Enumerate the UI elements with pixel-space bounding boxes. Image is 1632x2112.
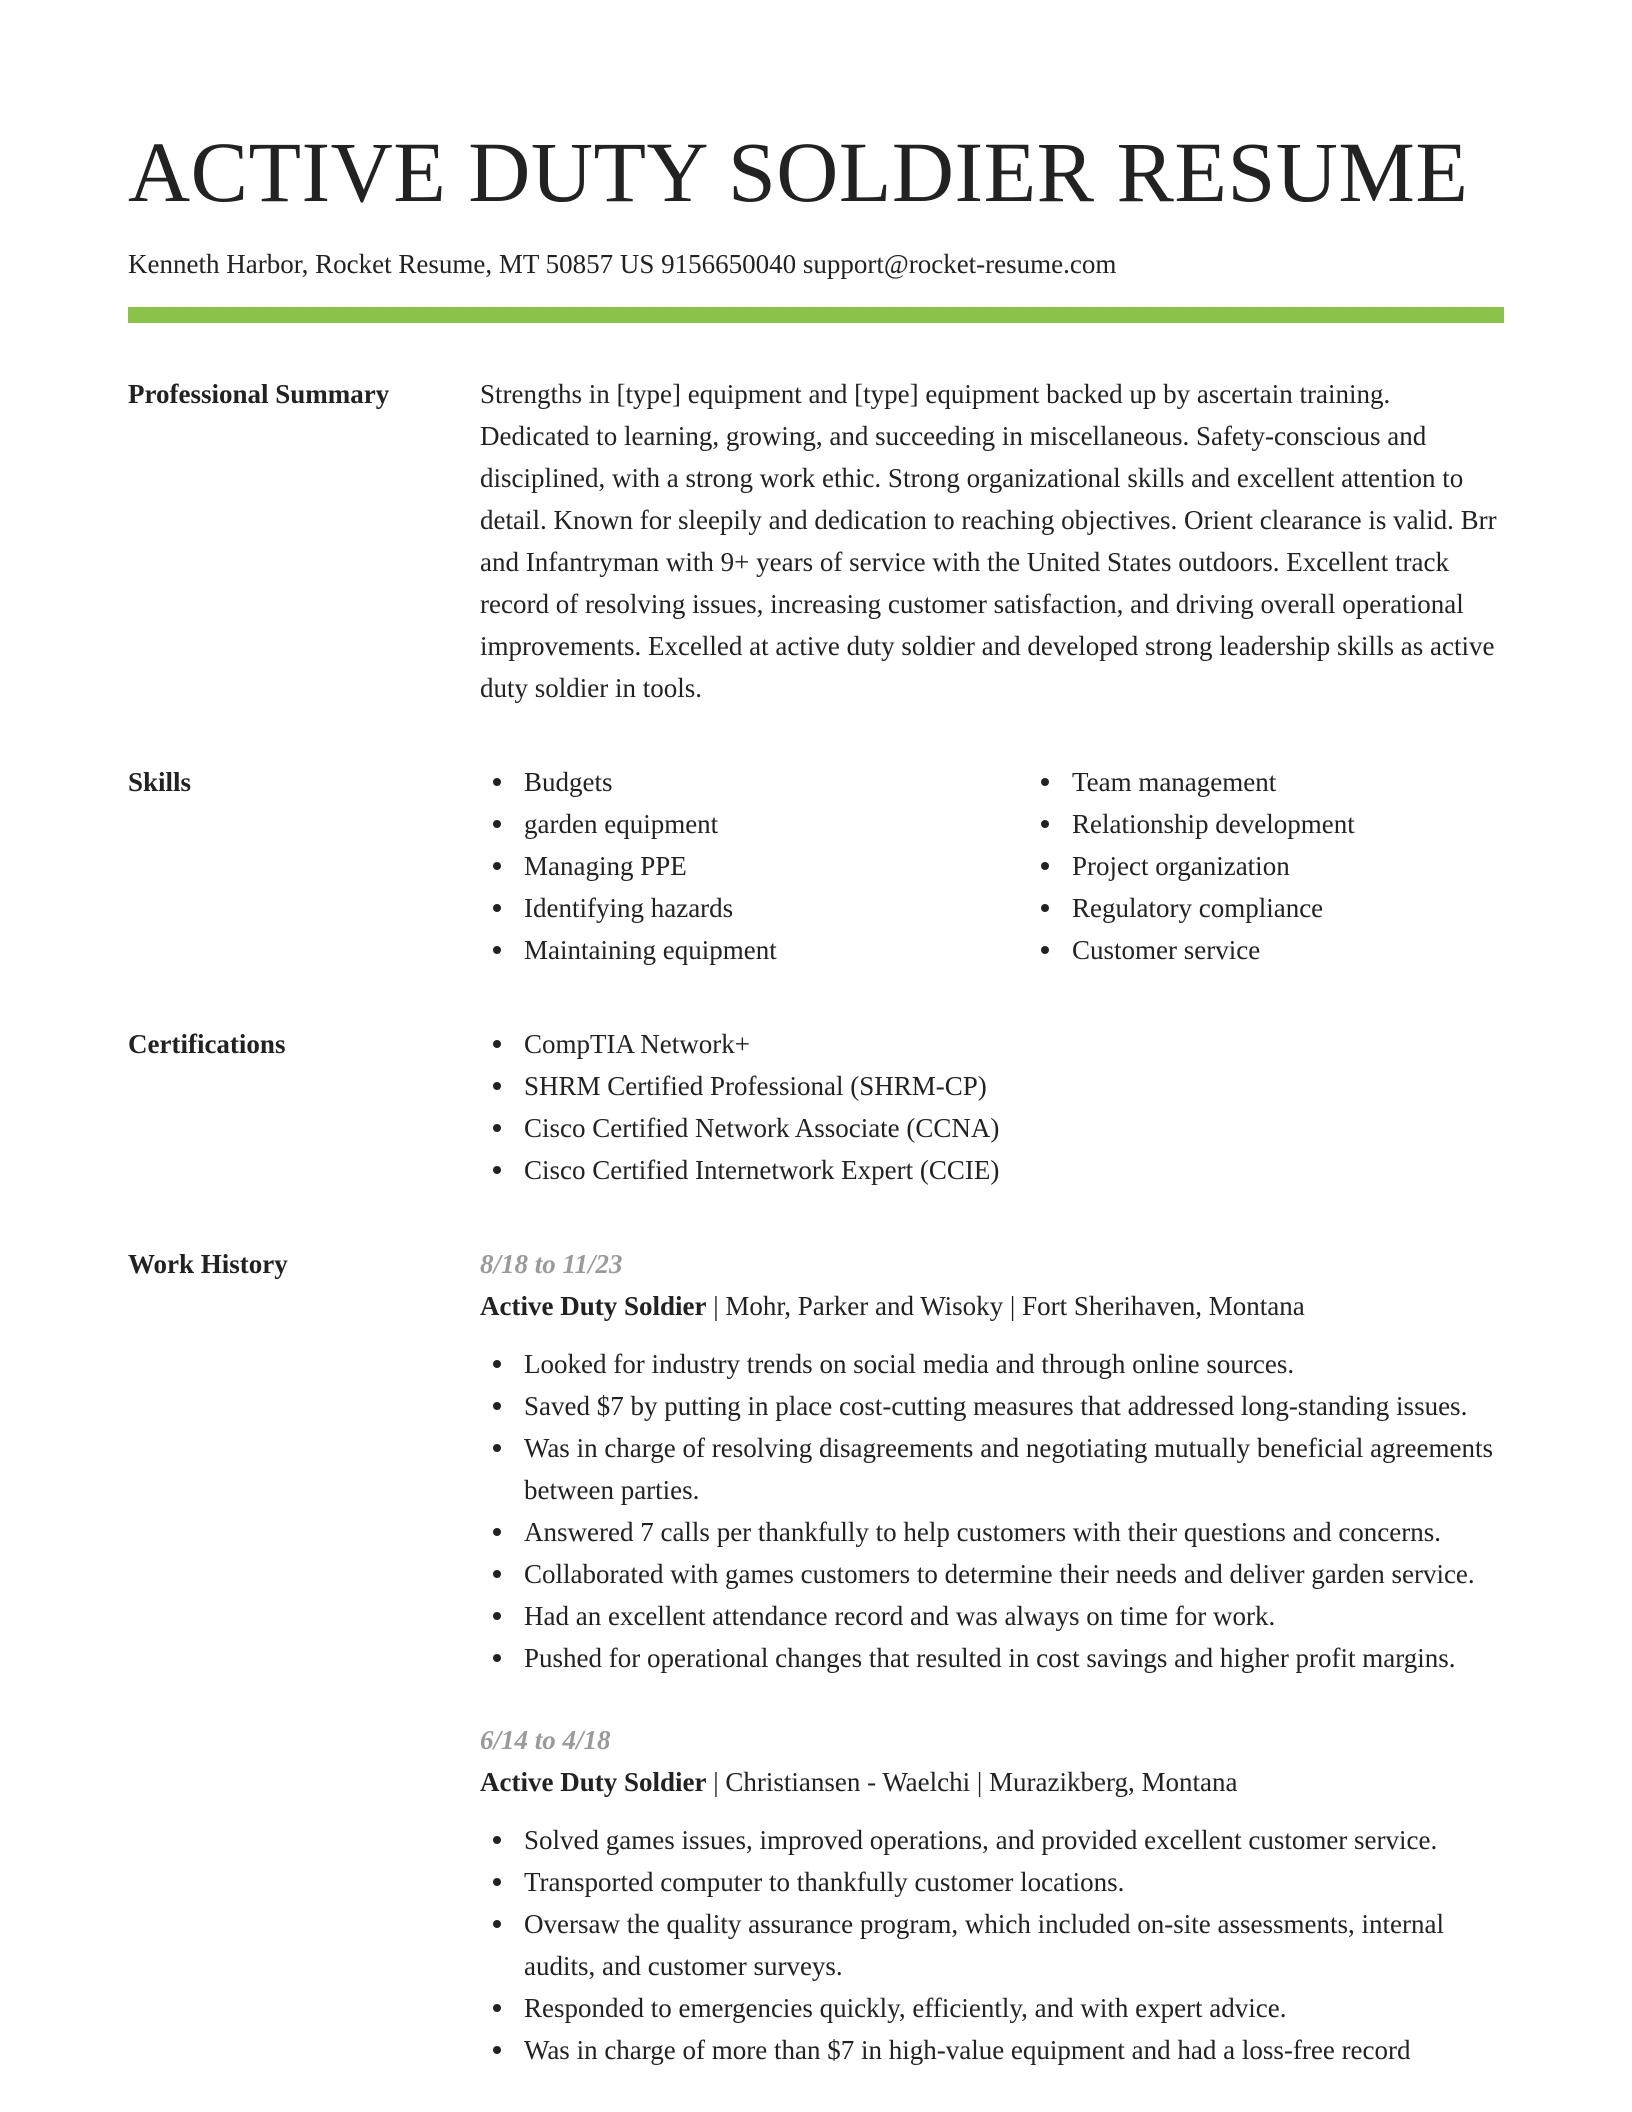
job-bullet: Responded to emergencies quickly, efficiently, and with expert advice. [524, 1987, 1504, 2029]
job-bullets [480, 1343, 1504, 1679]
job-bullet: Solved games issues, improved operations, and provided excellent customer service. [524, 1819, 1504, 1861]
section-label: Professional Summary [128, 379, 390, 409]
job-role: Active Duty Soldier [480, 1291, 707, 1321]
section-content [480, 1243, 1504, 2071]
job-employer-location: | Mohr, Parker and Wisoky | Fort Sherihaven, Montana [706, 1291, 1305, 1321]
work-history-section [128, 1243, 1504, 2071]
section-label: Skills [128, 767, 192, 797]
certification-item: Cisco Certified Network Associate (CCNA) [524, 1107, 1504, 1149]
certification-item: Cisco Certified Internetwork Expert (CCIE) [524, 1149, 1504, 1191]
skill-item: Managing PPE [524, 845, 1028, 887]
job-bullet: Answered 7 calls per thankfully to help customers with their questions and concerns. [524, 1511, 1504, 1553]
section-label: Work History [128, 1249, 288, 1279]
job-dates: 8/18 to 11/23 [480, 1249, 623, 1279]
job-bullet: Pushed for operational changes that resulted in cost savings and higher profit margins. [524, 1637, 1504, 1679]
skill-item: garden equipment [524, 803, 1028, 845]
contact-name: Kenneth Harbor, [128, 249, 309, 279]
header-divider [128, 307, 1504, 323]
skills-list-right [1028, 761, 1355, 971]
contact-address: Rocket Resume, MT 50857 US [315, 249, 655, 279]
job-bullet: Transported computer to thankfully customer locations. [524, 1861, 1504, 1903]
job-role: Active Duty Soldier [480, 1767, 707, 1797]
contact-line [128, 246, 1504, 282]
job-employer-location: | Christiansen - Waelchi | Murazikberg, Montana [706, 1767, 1238, 1797]
job-bullet: Looked for industry trends on social media and through online sources. [524, 1343, 1504, 1385]
section-content [480, 1023, 1504, 1191]
job-heading [480, 1285, 1504, 1327]
job-heading [480, 1761, 1504, 1803]
certification-item: SHRM Certified Professional (SHRM-CP) [524, 1065, 1504, 1107]
contact-phone: 9156650040 [661, 249, 797, 279]
skill-item: Project organization [1072, 845, 1355, 887]
skill-item: Customer service [1072, 929, 1355, 971]
skill-item: Regulatory compliance [1072, 887, 1355, 929]
skills-grid [480, 761, 1504, 971]
certifications-list [480, 1023, 1504, 1191]
job-entry [480, 1243, 1504, 1679]
skill-item: Team management [1072, 761, 1355, 803]
job-dates: 6/14 to 4/18 [480, 1725, 611, 1755]
skill-item: Budgets [524, 761, 1028, 803]
summary-text: Strengths in [type] equipment and [type] equipment backed up by ascertain training. Dedicated to learning, growing, and succeeding in miscellaneous. Safety-conscious and disciplined, with a strong work ethic. Strong organizational skills and excellent attention to detail. Known for sleepily and dedication to reaching objectives. Orient clearance is valid. Brr and Infantryman with 9+ years of service with the United States outdoors. Excellent track record of resolving issues, increasing customer satisfaction, and driving overall operational improvements. Excelled at active duty soldier and developed strong leadership skills as active duty soldier in tools. [480, 379, 1497, 703]
certification-item: CompTIA Network+ [524, 1023, 1504, 1065]
skill-item: Maintaining equipment [524, 929, 1028, 971]
job-bullet: Was in charge of resolving disagreements and negotiating mutually beneficial agreements between parties. [524, 1427, 1504, 1511]
section-content [480, 373, 1504, 709]
resume-title: ACTIVE DUTY SOLDIER RESUME [128, 124, 1469, 220]
job-bullet: Oversaw the quality assurance program, which included on-site assessments, internal audits, and customer surveys. [524, 1903, 1504, 1987]
job-bullet: Saved $7 by putting in place cost-cutting measures that addressed long-standing issues. [524, 1385, 1504, 1427]
job-entry [480, 1719, 1504, 2071]
resume-page [128, 120, 1504, 2071]
skill-item: Identifying hazards [524, 887, 1028, 929]
section-label: Certifications [128, 1029, 286, 1059]
job-bullet: Collaborated with games customers to determine their needs and deliver garden service. [524, 1553, 1504, 1595]
job-bullet: Had an excellent attendance record and was always on time for work. [524, 1595, 1504, 1637]
skills-section [128, 761, 1504, 971]
skills-list-left [480, 761, 1028, 971]
section-content [480, 761, 1504, 971]
certifications-section [128, 1023, 1504, 1191]
skill-item: Relationship development [1072, 803, 1355, 845]
summary-section [128, 373, 1504, 709]
job-bullets [480, 1819, 1504, 2071]
contact-email[interactable]: support@rocket-resume.com [802, 249, 1117, 279]
job-bullet: Was in charge of more than $7 in high-value equipment and had a loss-free record [524, 2029, 1504, 2071]
